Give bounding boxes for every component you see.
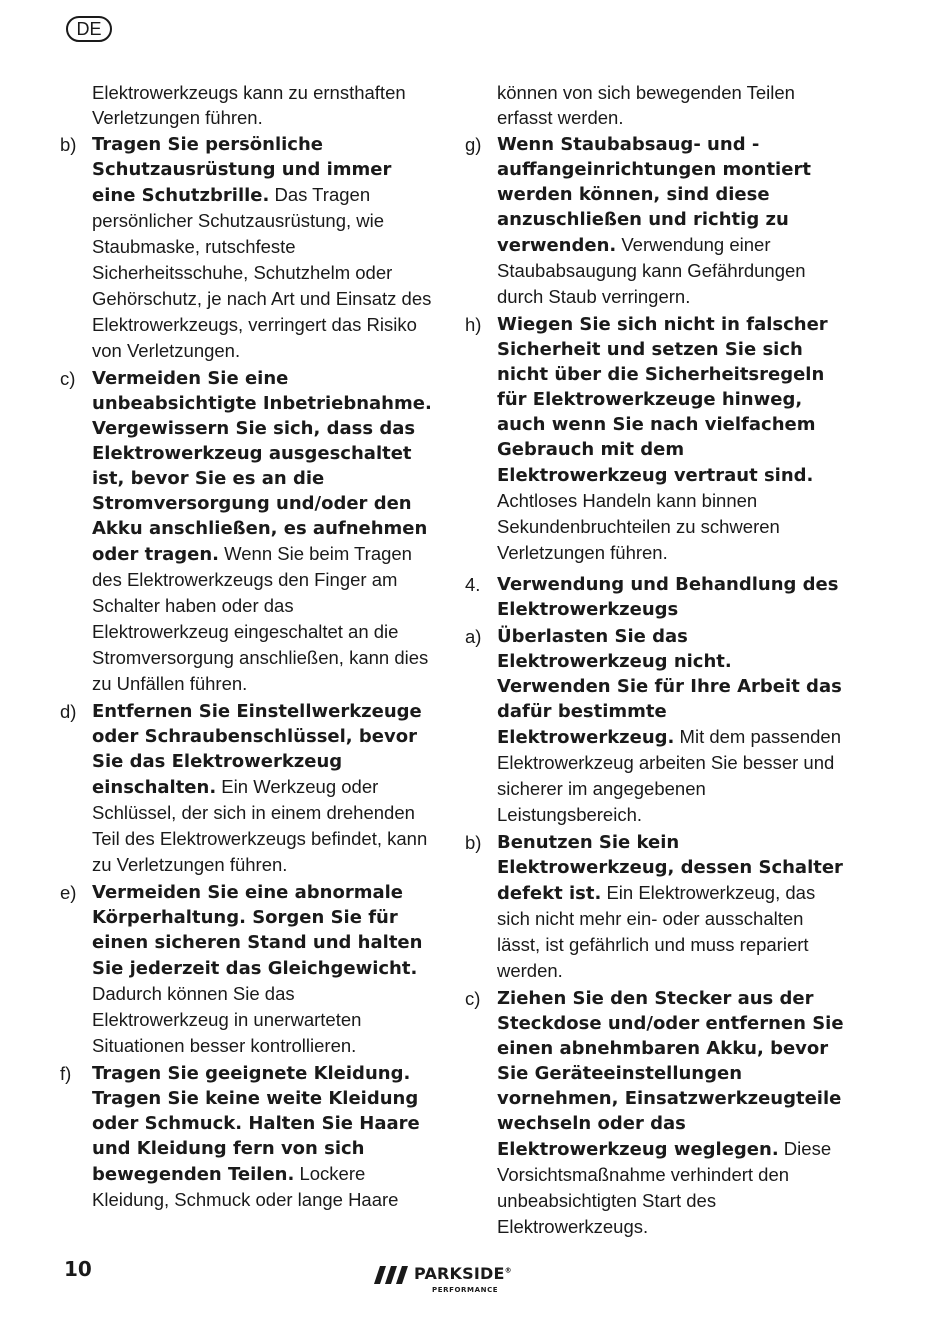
- parkside-logo: [374, 1264, 524, 1298]
- list-item: [60, 366, 435, 697]
- list-item: [465, 312, 845, 566]
- item-bold-text: Wiegen Sie sich nicht in falscher Sicherheit und setzen Sie sich nicht über die Sicherheitsregeln für Elektrowerkzeuge hinweg, auch wenn Sie nach vielfachem Gebrauch mit dem Elektrowerkzeug vertraut sind.: [497, 314, 828, 486]
- item-marker: c): [60, 368, 76, 389]
- item-bold-text: Benutzen Sie kein Elektrowerkzeug, dessen Schalter defekt ist.: [497, 832, 843, 904]
- item-marker: g): [465, 134, 482, 155]
- item-bold-text: Wenn Staubabsaug- und -auffangeinrichtungen montiert werden können, sind diese anzuschließen und richtig zu verwenden.: [497, 134, 811, 256]
- list-item: [465, 830, 845, 984]
- item-marker: f): [60, 1063, 72, 1084]
- logo-text: PARKSIDE®: [414, 1264, 512, 1283]
- item-marker: c): [465, 988, 481, 1009]
- item-text: Mit dem passenden Elektrowerkzeug arbeiten Sie besser und sicherer im angegebenen Leistungsbereich.: [497, 726, 841, 825]
- item-bold-text: Vermeiden Sie eine abnormale Körperhaltung. Sorgen Sie für einen sicheren Stand und halten Sie jederzeit das Gleichgewicht.: [92, 882, 423, 979]
- item-bold-text: Ziehen Sie den Stecker aus der Steckdose und/oder entfernen Sie einen abnehmbaren Akku, bevor Sie Geräteeinstellungen vornehmen, Einsatzwerkzeugteile wechseln oder das Elektrowerkzeug weglegen.: [497, 988, 844, 1160]
- item-text: Dadurch können Sie das Elektrowerkzeug in unerwarteten Situationen besser kontrollieren.: [92, 983, 362, 1056]
- item-bold-text: Entfernen Sie Einstellwerkzeuge oder Schraubenschlüssel, bevor Sie das Elektrowerkzeug einschalten.: [92, 701, 422, 798]
- list-item: [465, 986, 845, 1240]
- list-item: [465, 132, 845, 310]
- item-bold-text: Tragen Sie persönliche Schutzausrüstung und immer eine Schutzbrille.: [92, 134, 392, 206]
- section-heading: [465, 572, 845, 622]
- item-text: Diese Vorsichtsmaßnahme verhindert den unbeabsichtigten Start des Elektrowerkzeugs.: [497, 1138, 832, 1237]
- item-marker: h): [465, 314, 482, 335]
- left-column: [60, 80, 435, 1215]
- language-badge: DE: [66, 16, 112, 42]
- item-marker: a): [465, 626, 482, 647]
- item-text: Ein Elektrowerkzeug, das sich nicht mehr ein- oder ausschalten lässt, ist gefährlich und muss repariert werden.: [497, 882, 816, 981]
- list-item: [60, 880, 435, 1059]
- section-title: Verwendung und Behandlung des Elektrowerkzeugs: [497, 574, 839, 620]
- page-number: 10: [64, 1257, 92, 1281]
- item-marker: d): [60, 701, 77, 722]
- item-text: Wenn Sie beim Tragen des Elektrowerkzeugs den Finger am Schalter haben oder das Elektrowerkzeug eingeschaltet an die Stromversorgung anschließen, kann dies zu Unfällen führen.: [92, 543, 429, 694]
- item-text: Verwendung einer Staubabsaugung kann Gefährdungen durch Staub verringern.: [497, 234, 806, 307]
- item-bold-text: Überlasten Sie das Elektrowerkzeug nicht. Verwenden Sie für Ihre Arbeit das dafür bestimmte Elektrowerkzeug.: [497, 626, 842, 748]
- logo-subtext: PERFORMANCE: [432, 1286, 499, 1294]
- list-item: [60, 699, 435, 878]
- item-text: Achtloses Handeln kann binnen Sekundenbruchteilen zu schweren Verletzungen führen.: [497, 490, 780, 563]
- item-bold-text: Tragen Sie geeignete Kleidung. Tragen Sie keine weite Kleidung oder Schmuck. Halten Sie Haare und Kleidung fern von sich bewegenden Teilen.: [92, 1063, 420, 1185]
- item-text: Ein Werkzeug oder Schlüssel, der sich in einem drehenden Teil des Elektrowerkzeugs befindet, kann zu Verletzungen führen.: [92, 776, 428, 875]
- logo-stripes-icon: [374, 1266, 412, 1284]
- continuation-text: können von sich bewegenden Teilen erfasst werden.: [497, 82, 795, 128]
- item-text: Das Tragen persönlicher Schutzausrüstung, wie Staubmaske, rutschfeste Sicherheitsschuhe, Schutzhelm oder Gehörschutz, je nach Art und Einsatz des Elektrowerkzeugs, verringert das Risiko von Verletzungen.: [92, 184, 432, 361]
- item-marker: b): [60, 134, 77, 155]
- list-item: [465, 624, 845, 828]
- section-number: 4.: [465, 574, 481, 595]
- continuation-text: Elektrowerkzeugs kann zu ernsthaften Verletzungen führen.: [92, 82, 406, 128]
- right-column: [465, 80, 845, 1242]
- item-marker: b): [465, 832, 482, 853]
- item-bold-text: Vermeiden Sie eine unbeabsichtigte Inbetriebnahme. Vergewissern Sie sich, dass das Elektrowerkzeug ausgeschaltet ist, bevor Sie es an die Stromversorgung und/oder den Akku anschließen, es aufnehmen oder tragen.: [92, 368, 432, 565]
- list-item: [60, 132, 435, 364]
- list-item: [60, 1061, 435, 1213]
- item-text: Lockere Kleidung, Schmuck oder lange Haare: [92, 1163, 399, 1210]
- item-marker: e): [60, 882, 77, 903]
